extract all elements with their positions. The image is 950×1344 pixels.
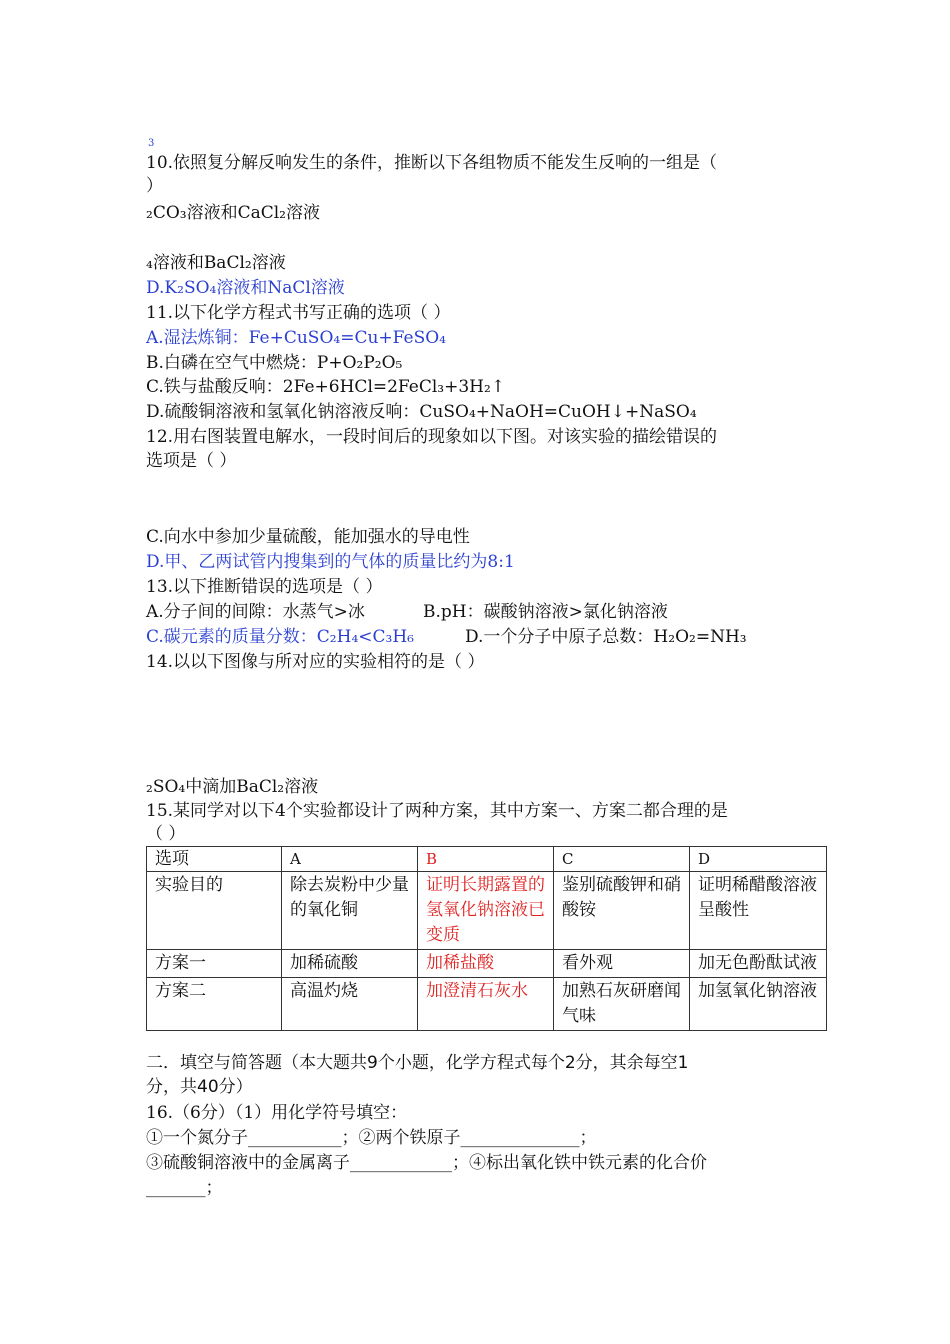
q14-option-fragment: ₂SO₄中滴加BaCl₂溶液	[146, 777, 319, 797]
table-cell: 实验目的	[147, 872, 282, 950]
q16-line-2: ③硫酸铜溶液中的金属离子____________；④标出氧化铁中铁元素的化合价	[146, 1153, 707, 1173]
q11-option-d: D.硫酸铜溶液和氢氧化钠溶液反响：CuSO₄+NaOH=CuOH↓+NaSO₄	[146, 402, 697, 422]
q10-stem: 10.依照复分解反响发生的条件，推断以下各组物质不能发生反响的一组是（	[146, 153, 718, 173]
table-cell: 除去炭粉中少量的氧化铜	[282, 872, 418, 950]
table-cell: 加熟石灰研磨闻气味	[554, 978, 690, 1031]
table-cell: 鉴别硫酸钾和硝酸铵	[554, 872, 690, 950]
q10-option-b: ₄溶液和BaCl₂溶液	[146, 253, 286, 273]
q16-line-3: _______；	[146, 1178, 223, 1198]
table-cell: 证明稀醋酸溶液呈酸性	[690, 872, 827, 950]
q11-option-b: B.白磷在空气中燃烧：P+O₂P₂O₅	[146, 353, 403, 373]
q15-stem: 15.某同学对以下4个实验都设计了两种方案，其中方案一、方案二都合理的是	[146, 801, 728, 821]
q10-option-a: ₂CO₃溶液和CaCl₂溶液	[146, 203, 320, 223]
table-cell: 方案二	[147, 978, 282, 1031]
table-cell: 加稀盐酸	[418, 950, 554, 978]
table-row	[147, 950, 827, 978]
section-2-title: 二．填空与简答题（本大题共9个小题，化学方程式每个2分，其余每空1	[146, 1053, 689, 1073]
q11-stem: 11.以下化学方程式书写正确的选项（ ）	[146, 303, 451, 323]
table-cell: 加稀硫酸	[282, 950, 418, 978]
q10-option-d: D.K₂SO₄溶液和NaCl溶液	[146, 278, 345, 298]
table-header-cell: 选项	[147, 847, 282, 872]
table-cell: 加无色酚酞试液	[690, 950, 827, 978]
table-header-row	[147, 847, 827, 872]
table-header-cell: B	[418, 847, 554, 872]
q12-option-d: D.甲、乙两试管内搜集到的气体的质量比约为8:1	[146, 552, 515, 572]
table-header-cell: A	[282, 847, 418, 872]
table-header-cell: C	[554, 847, 690, 872]
q12-option-c: C.向水中参加少量硫酸，能加强水的导电性	[146, 527, 470, 547]
q10-stem-end: ）	[146, 176, 163, 196]
table-cell: 证明长期露置的氢氧化钠溶液已变质	[418, 872, 554, 950]
page-marker: 3	[148, 138, 155, 149]
q16-stem: 16.（6分）（1）用化学符号填空：	[146, 1103, 408, 1123]
q13-option-d: D.一个分子中原子总数：H₂O₂=NH₃	[465, 627, 747, 647]
q13-option-b: B.pH：碳酸钠溶液>氯化钠溶液	[423, 602, 668, 622]
q13-option-c: C.碳元素的质量分数：C₂H₄<C₃H₆	[146, 627, 414, 647]
table-cell: 方案一	[147, 950, 282, 978]
q14-stem: 14.以以下图像与所对应的实验相符的是（ ）	[146, 652, 485, 672]
table-cell: 加氢氧化钠溶液	[690, 978, 827, 1031]
q13-stem: 13.以下推断错误的选项是（ ）	[146, 577, 383, 597]
table-row	[147, 872, 827, 950]
table-row	[147, 978, 827, 1031]
table-cell: 看外观	[554, 950, 690, 978]
q12-stem-cont: 选项是（ ）	[146, 451, 237, 471]
table-header-cell: D	[690, 847, 827, 872]
section-2-title-cont: 分，共40分）	[146, 1077, 253, 1097]
q15-options-table	[146, 846, 827, 1031]
q11-option-c: C.铁与盐酸反响：2Fe+6HCl=2FeCl₃+3H₂↑	[146, 377, 506, 397]
table-cell: 加澄清石灰水	[418, 978, 554, 1031]
q15-stem-paren: （ ）	[146, 824, 186, 844]
q13-option-a: A.分子间的间隙：水蒸气>冰	[146, 602, 365, 622]
table-cell: 高温灼烧	[282, 978, 418, 1031]
q11-option-a: A.湿法炼铜：Fe+CuSO₄=Cu+FeSO₄	[146, 328, 446, 348]
q16-line-1: ①一个氮分子___________；②两个铁原子______________；	[146, 1128, 597, 1148]
q12-stem: 12.用右图装置电解水，一段时间后的现象如以下图。对该实验的描绘错误的	[146, 427, 718, 447]
